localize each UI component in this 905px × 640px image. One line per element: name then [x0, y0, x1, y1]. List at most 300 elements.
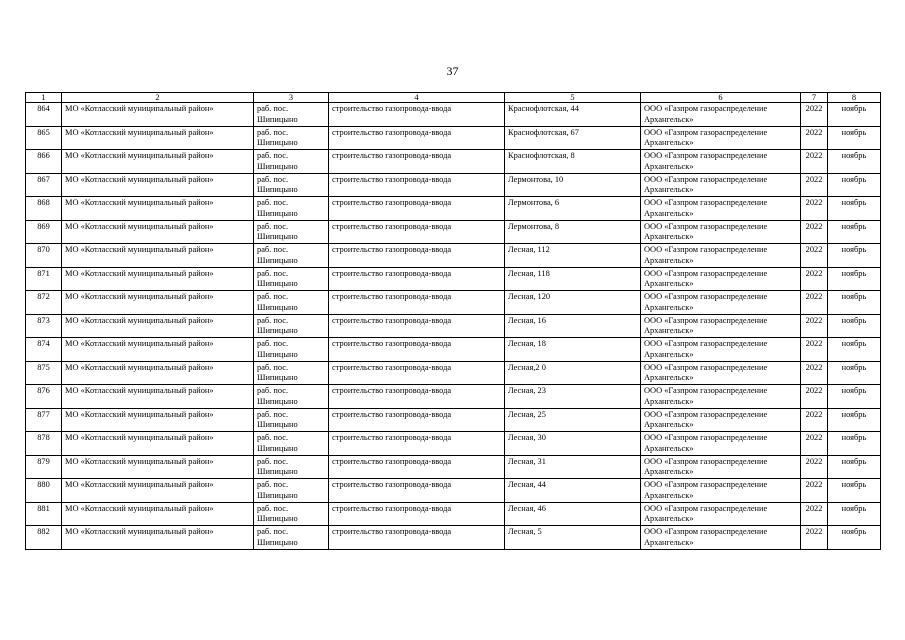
year-cell	[801, 526, 828, 550]
year-cell	[801, 385, 828, 409]
municipality-cell	[62, 126, 254, 150]
organization-cell-text: Архангельск»	[644, 514, 694, 524]
year-cell	[801, 502, 828, 526]
settlement-cell-text: Шипицыно	[257, 138, 298, 148]
organization-cell-text: Архангельск»	[644, 208, 694, 218]
work-type-cell-text: строительство газопровода-ввода	[332, 433, 452, 442]
settlement-cell	[254, 338, 329, 362]
month-cell	[828, 502, 881, 526]
organization-cell	[641, 267, 801, 291]
organization-cell-text: Архангельск»	[644, 326, 694, 336]
organization-cell	[641, 244, 801, 268]
column-header: 7	[801, 93, 828, 103]
address-cell-text: Лесная, 18	[508, 339, 546, 348]
work-type-cell	[329, 385, 505, 409]
year-cell-text: 2022	[805, 151, 823, 160]
organization-cell-text: Архангельск»	[644, 302, 694, 312]
address-cell	[505, 408, 641, 432]
year-cell-text: 2022	[805, 339, 823, 348]
month-cell	[828, 479, 881, 503]
row-number-cell-text: 872	[37, 292, 50, 301]
settlement-cell-text: Шипицыно	[257, 208, 298, 218]
organization-cell-text: ООО «Газпром газораспределение	[644, 456, 768, 466]
address-cell-text: Лермонтова, 8	[508, 221, 560, 231]
month-cell	[828, 126, 881, 150]
month-cell-text: ноябрь	[841, 292, 867, 301]
address-cell-text: Краснофлотская, 44	[508, 104, 579, 113]
organization-cell-text: ООО «Газпром газораспределение	[644, 503, 768, 513]
work-type-cell	[329, 338, 505, 362]
row-number-cell-text: 879	[37, 456, 50, 466]
settlement-cell	[254, 267, 329, 291]
settlement-cell-text: Шипицыно	[257, 161, 298, 171]
month-cell	[828, 197, 881, 221]
table-row	[26, 479, 881, 503]
table-row	[26, 338, 881, 362]
address-cell-text: Лесная, 16	[508, 315, 546, 325]
organization-cell-text: ООО «Газпром газораспределение	[644, 339, 768, 348]
row-number-cell-text: 870	[37, 245, 50, 254]
address-cell-text: Лесная, 23	[508, 386, 546, 395]
month-cell-text: ноябрь	[841, 480, 867, 489]
work-type-cell	[329, 408, 505, 432]
work-type-cell-text: строительство газопровода-ввода	[332, 480, 452, 489]
work-type-cell-text: строительство газопровода-ввода	[332, 268, 452, 278]
address-cell	[505, 455, 641, 479]
row-number-cell	[26, 338, 62, 362]
work-type-cell	[329, 173, 505, 197]
work-type-cell-text: строительство газопровода-ввода	[332, 245, 452, 254]
month-cell-text: ноябрь	[841, 386, 867, 395]
month-cell-text: ноябрь	[841, 527, 867, 536]
organization-cell-text: Архангельск»	[644, 114, 694, 124]
month-cell	[828, 220, 881, 244]
address-cell-text: Лесная, 112	[508, 245, 550, 254]
row-number-cell	[26, 432, 62, 456]
address-cell	[505, 432, 641, 456]
year-cell-text: 2022	[805, 315, 823, 325]
month-cell-text: ноябрь	[841, 409, 867, 419]
organization-cell	[641, 408, 801, 432]
month-cell	[828, 385, 881, 409]
municipality-cell	[62, 267, 254, 291]
organization-cell-text: Архангельск»	[644, 490, 694, 500]
year-cell-text: 2022	[805, 104, 823, 113]
organization-cell-text: Архангельск»	[644, 396, 694, 406]
organization-cell	[641, 150, 801, 174]
settlement-cell-text: Шипицыно	[257, 443, 298, 453]
address-cell-text: Лермонтова, 10	[508, 174, 564, 184]
month-cell	[828, 173, 881, 197]
page-number: 37	[446, 64, 459, 78]
organization-cell-text: Архангельск»	[644, 373, 694, 383]
table-body	[26, 103, 881, 550]
table-row	[26, 267, 881, 291]
table-row	[26, 385, 881, 409]
year-cell-text: 2022	[805, 221, 823, 231]
row-number-cell	[26, 244, 62, 268]
year-cell	[801, 361, 828, 385]
address-cell-text: Краснофлотская, 67	[508, 127, 579, 137]
municipality-cell	[62, 173, 254, 197]
year-cell	[801, 432, 828, 456]
row-number-cell-text: 877	[37, 409, 50, 419]
year-cell	[801, 314, 828, 338]
municipality-cell-text: МО «Котласский муниципальный район»	[65, 104, 214, 113]
organization-cell	[641, 173, 801, 197]
work-type-cell-text: строительство газопровода-ввода	[332, 174, 452, 184]
settlement-cell-text: Шипицыно	[257, 326, 298, 336]
settlement-cell	[254, 103, 329, 127]
address-cell-text: Лесная, 25	[508, 409, 546, 419]
municipality-cell	[62, 361, 254, 385]
address-cell	[505, 173, 641, 197]
year-cell	[801, 173, 828, 197]
year-cell-text: 2022	[805, 433, 823, 442]
year-cell	[801, 338, 828, 362]
row-number-cell	[26, 502, 62, 526]
work-type-cell-text: строительство газопровода-ввода	[332, 386, 452, 395]
organization-cell-text: ООО «Газпром газораспределение	[644, 292, 768, 301]
row-number-cell	[26, 267, 62, 291]
municipality-cell	[62, 502, 254, 526]
address-cell-text: Лесная, 118	[508, 268, 550, 278]
row-number-cell	[26, 526, 62, 550]
table-row	[26, 361, 881, 385]
work-type-cell	[329, 432, 505, 456]
month-cell-text: ноябрь	[841, 315, 867, 325]
column-header: 8	[828, 93, 881, 103]
municipality-cell	[62, 103, 254, 127]
month-cell-text: ноябрь	[841, 174, 867, 184]
month-cell	[828, 408, 881, 432]
settlement-cell-text: Шипицыно	[257, 490, 298, 500]
work-type-cell-text: строительство газопровода-ввода	[332, 339, 452, 348]
month-cell-text: ноябрь	[841, 245, 867, 254]
organization-cell-text: ООО «Газпром газораспределение	[644, 104, 768, 113]
work-type-cell	[329, 455, 505, 479]
settlement-cell	[254, 455, 329, 479]
address-cell	[505, 338, 641, 362]
row-number-cell	[26, 126, 62, 150]
row-number-cell-text: 880	[37, 480, 50, 489]
month-cell-text: ноябрь	[841, 104, 867, 113]
address-cell	[505, 267, 641, 291]
year-cell-text: 2022	[805, 480, 823, 489]
organization-cell-text: ООО «Газпром газораспределение	[644, 409, 768, 419]
work-type-cell	[329, 314, 505, 338]
settlement-cell-text: Шипицыно	[257, 185, 298, 195]
settlement-cell	[254, 526, 329, 550]
row-number-cell-text: 874	[37, 339, 50, 348]
settlement-cell-text: Шипицыно	[257, 302, 298, 312]
month-cell-text: ноябрь	[841, 221, 867, 231]
year-cell	[801, 479, 828, 503]
organization-cell	[641, 479, 801, 503]
work-type-cell-text: строительство газопровода-ввода	[332, 221, 452, 231]
settlement-cell	[254, 126, 329, 150]
year-cell	[801, 103, 828, 127]
year-cell	[801, 267, 828, 291]
work-type-cell	[329, 150, 505, 174]
row-number-cell-text: 873	[37, 315, 50, 325]
work-type-cell	[329, 220, 505, 244]
organization-cell	[641, 197, 801, 221]
table-row	[26, 502, 881, 526]
row-number-cell-text: 875	[37, 362, 50, 372]
settlement-cell-text: Шипицыно	[257, 537, 298, 547]
row-number-cell	[26, 197, 62, 221]
address-cell	[505, 150, 641, 174]
organization-cell-text: ООО «Газпром газораспределение	[644, 127, 768, 137]
register-table	[25, 92, 881, 550]
municipality-cell-text: МО «Котласский муниципальный район»	[65, 480, 214, 489]
settlement-cell	[254, 291, 329, 315]
organization-cell-text: ООО «Газпром газораспределение	[644, 221, 768, 231]
work-type-cell	[329, 103, 505, 127]
year-cell	[801, 244, 828, 268]
settlement-cell-text: раб. пос.	[257, 198, 289, 207]
month-cell	[828, 103, 881, 127]
work-type-cell	[329, 361, 505, 385]
row-number-cell-text: 871	[37, 268, 50, 278]
organization-cell	[641, 432, 801, 456]
settlement-cell-text: раб. пос.	[257, 480, 289, 489]
municipality-cell	[62, 408, 254, 432]
settlement-cell-text: раб. пос.	[257, 409, 289, 419]
work-type-cell-text: строительство газопровода-ввода	[332, 151, 452, 160]
organization-cell-text: ООО «Газпром газораспределение	[644, 174, 768, 184]
work-type-cell-text: строительство газопровода-ввода	[332, 127, 452, 137]
row-number-cell	[26, 103, 62, 127]
municipality-cell-text: МО «Котласский муниципальный район»	[65, 245, 214, 254]
row-number-cell-text: 876	[37, 386, 50, 395]
table-row	[26, 432, 881, 456]
year-cell-text: 2022	[805, 527, 823, 536]
month-cell-text: ноябрь	[841, 151, 867, 160]
row-number-cell	[26, 455, 62, 479]
organization-cell-text: ООО «Газпром газораспределение	[644, 315, 768, 325]
year-cell-text: 2022	[805, 386, 823, 395]
work-type-cell-text: строительство газопровода-ввода	[332, 362, 452, 372]
settlement-cell	[254, 150, 329, 174]
row-number-cell-text: 881	[37, 503, 50, 513]
settlement-cell	[254, 502, 329, 526]
municipality-cell	[62, 220, 254, 244]
column-number-row	[26, 93, 881, 103]
row-number-cell	[26, 361, 62, 385]
municipality-cell-text: МО «Котласский муниципальный район»	[65, 386, 214, 395]
organization-cell	[641, 220, 801, 244]
organization-cell-text: ООО «Газпром газораспределение	[644, 151, 768, 160]
year-cell-text: 2022	[805, 174, 823, 184]
organization-cell-text: ООО «Газпром газораспределение	[644, 362, 768, 372]
municipality-cell-text: МО «Котласский муниципальный район»	[65, 456, 214, 466]
settlement-cell-text: Шипицыно	[257, 114, 298, 124]
settlement-cell-text: раб. пос.	[257, 527, 289, 536]
table-row	[26, 408, 881, 432]
address-cell-text: Лесная, 120	[508, 292, 551, 301]
settlement-cell-text: Шипицыно	[257, 467, 298, 477]
settlement-cell-text: раб. пос.	[257, 433, 289, 442]
year-cell-text: 2022	[805, 245, 823, 254]
organization-cell-text: ООО «Газпром газораспределение	[644, 386, 768, 395]
row-number-cell-text: 866	[37, 151, 50, 160]
year-cell-text: 2022	[805, 198, 823, 207]
municipality-cell	[62, 432, 254, 456]
municipality-cell	[62, 314, 254, 338]
column-header: 5	[505, 93, 641, 103]
address-cell	[505, 220, 641, 244]
row-number-cell-text: 865	[37, 127, 50, 137]
table-row	[26, 291, 881, 315]
address-cell-text: Лесная, 30	[508, 433, 546, 442]
table-row	[26, 197, 881, 221]
address-cell-text: Лесная, 31	[508, 456, 546, 466]
settlement-cell-text: раб. пос.	[257, 292, 289, 301]
work-type-cell-text: строительство газопровода-ввода	[332, 409, 452, 419]
municipality-cell-text: МО «Котласский муниципальный район»	[65, 409, 214, 419]
column-header: 6	[641, 93, 801, 103]
municipality-cell-text: МО «Котласский муниципальный район»	[65, 198, 214, 207]
municipality-cell-text: МО «Котласский муниципальный район»	[65, 527, 214, 536]
table-row	[26, 526, 881, 550]
work-type-cell-text: строительство газопровода-ввода	[332, 292, 452, 301]
month-cell-text: ноябрь	[841, 339, 867, 348]
organization-cell-text: Архангельск»	[644, 279, 694, 289]
municipality-cell	[62, 385, 254, 409]
row-number-cell-text: 869	[37, 221, 50, 231]
settlement-cell-text: раб. пос.	[257, 315, 289, 325]
year-cell	[801, 291, 828, 315]
municipality-cell	[62, 197, 254, 221]
municipality-cell-text: МО «Котласский муниципальный район»	[65, 339, 214, 348]
month-cell-text: ноябрь	[841, 268, 867, 278]
row-number-cell-text: 882	[37, 527, 50, 536]
work-type-cell	[329, 244, 505, 268]
month-cell	[828, 432, 881, 456]
settlement-cell-text: Шипицыно	[257, 279, 298, 289]
table-row	[26, 220, 881, 244]
year-cell	[801, 126, 828, 150]
municipality-cell	[62, 479, 254, 503]
organization-cell	[641, 103, 801, 127]
organization-cell-text: ООО «Газпром газораспределение	[644, 433, 768, 442]
organization-cell-text: ООО «Газпром газораспределение	[644, 527, 768, 536]
work-type-cell-text: строительство газопровода-ввода	[332, 198, 452, 207]
row-number-cell	[26, 479, 62, 503]
table-row	[26, 244, 881, 268]
column-header: 4	[329, 93, 505, 103]
month-cell	[828, 150, 881, 174]
settlement-cell-text: Шипицыно	[257, 373, 298, 383]
municipality-cell-text: МО «Котласский муниципальный район»	[65, 362, 214, 372]
settlement-cell-text: Шипицыно	[257, 420, 298, 430]
row-number-cell-text: 868	[37, 198, 50, 207]
organization-cell	[641, 455, 801, 479]
settlement-cell-text: раб. пос.	[257, 386, 289, 395]
settlement-cell-text: раб. пос.	[257, 268, 289, 278]
settlement-cell	[254, 220, 329, 244]
organization-cell-text: ООО «Газпром газораспределение	[644, 245, 768, 254]
organization-cell	[641, 291, 801, 315]
year-cell-text: 2022	[805, 503, 823, 513]
address-cell	[505, 197, 641, 221]
settlement-cell	[254, 408, 329, 432]
month-cell-text: ноябрь	[841, 362, 867, 372]
year-cell-text: 2022	[805, 292, 823, 301]
work-type-cell-text: строительство газопровода-ввода	[332, 456, 452, 466]
row-number-cell-text: 878	[37, 433, 50, 442]
year-cell-text: 2022	[805, 268, 823, 278]
column-header: 1	[26, 93, 62, 103]
table-row	[26, 126, 881, 150]
year-cell-text: 2022	[805, 362, 823, 372]
row-number-cell	[26, 291, 62, 315]
organization-cell	[641, 126, 801, 150]
address-cell-text: Лесная, 46	[508, 503, 546, 513]
municipality-cell	[62, 338, 254, 362]
organization-cell-text: Архангельск»	[644, 255, 694, 265]
settlement-cell-text: Шипицыно	[257, 232, 298, 242]
municipality-cell-text: МО «Котласский муниципальный район»	[65, 433, 214, 442]
settlement-cell-text: Шипицыно	[257, 349, 298, 359]
address-cell	[505, 314, 641, 338]
year-cell	[801, 455, 828, 479]
month-cell	[828, 338, 881, 362]
organization-cell-text: ООО «Газпром газораспределение	[644, 480, 768, 489]
column-header: 3	[254, 93, 329, 103]
address-cell	[505, 385, 641, 409]
organization-cell	[641, 502, 801, 526]
municipality-cell-text: МО «Котласский муниципальный район»	[65, 221, 214, 231]
table-row	[26, 173, 881, 197]
organization-cell-text: Архангельск»	[644, 138, 694, 148]
month-cell-text: ноябрь	[841, 127, 867, 137]
settlement-cell-text: Шипицыно	[257, 514, 298, 524]
work-type-cell-text: строительство газопровода-ввода	[332, 315, 452, 325]
year-cell-text: 2022	[805, 127, 823, 137]
column-header: 2	[62, 93, 254, 103]
organization-cell-text: Архангельск»	[644, 467, 694, 477]
address-cell	[505, 244, 641, 268]
year-cell-text: 2022	[805, 456, 823, 466]
settlement-cell	[254, 314, 329, 338]
work-type-cell	[329, 267, 505, 291]
settlement-cell	[254, 244, 329, 268]
month-cell-text: ноябрь	[841, 456, 867, 466]
month-cell	[828, 361, 881, 385]
year-cell	[801, 197, 828, 221]
settlement-cell-text: Шипицыно	[257, 396, 298, 406]
address-cell	[505, 103, 641, 127]
municipality-cell-text: МО «Котласский муниципальный район»	[65, 292, 214, 301]
municipality-cell-text: МО «Котласский муниципальный район»	[65, 174, 214, 184]
month-cell	[828, 267, 881, 291]
settlement-cell-text: раб. пос.	[257, 221, 289, 231]
municipality-cell	[62, 526, 254, 550]
work-type-cell	[329, 526, 505, 550]
row-number-cell-text: 867	[37, 174, 50, 184]
settlement-cell	[254, 432, 329, 456]
month-cell	[828, 526, 881, 550]
organization-cell	[641, 361, 801, 385]
row-number-cell	[26, 150, 62, 174]
month-cell	[828, 314, 881, 338]
organization-cell-text: Архангельск»	[644, 420, 694, 430]
year-cell-text: 2022	[805, 409, 823, 419]
work-type-cell	[329, 197, 505, 221]
